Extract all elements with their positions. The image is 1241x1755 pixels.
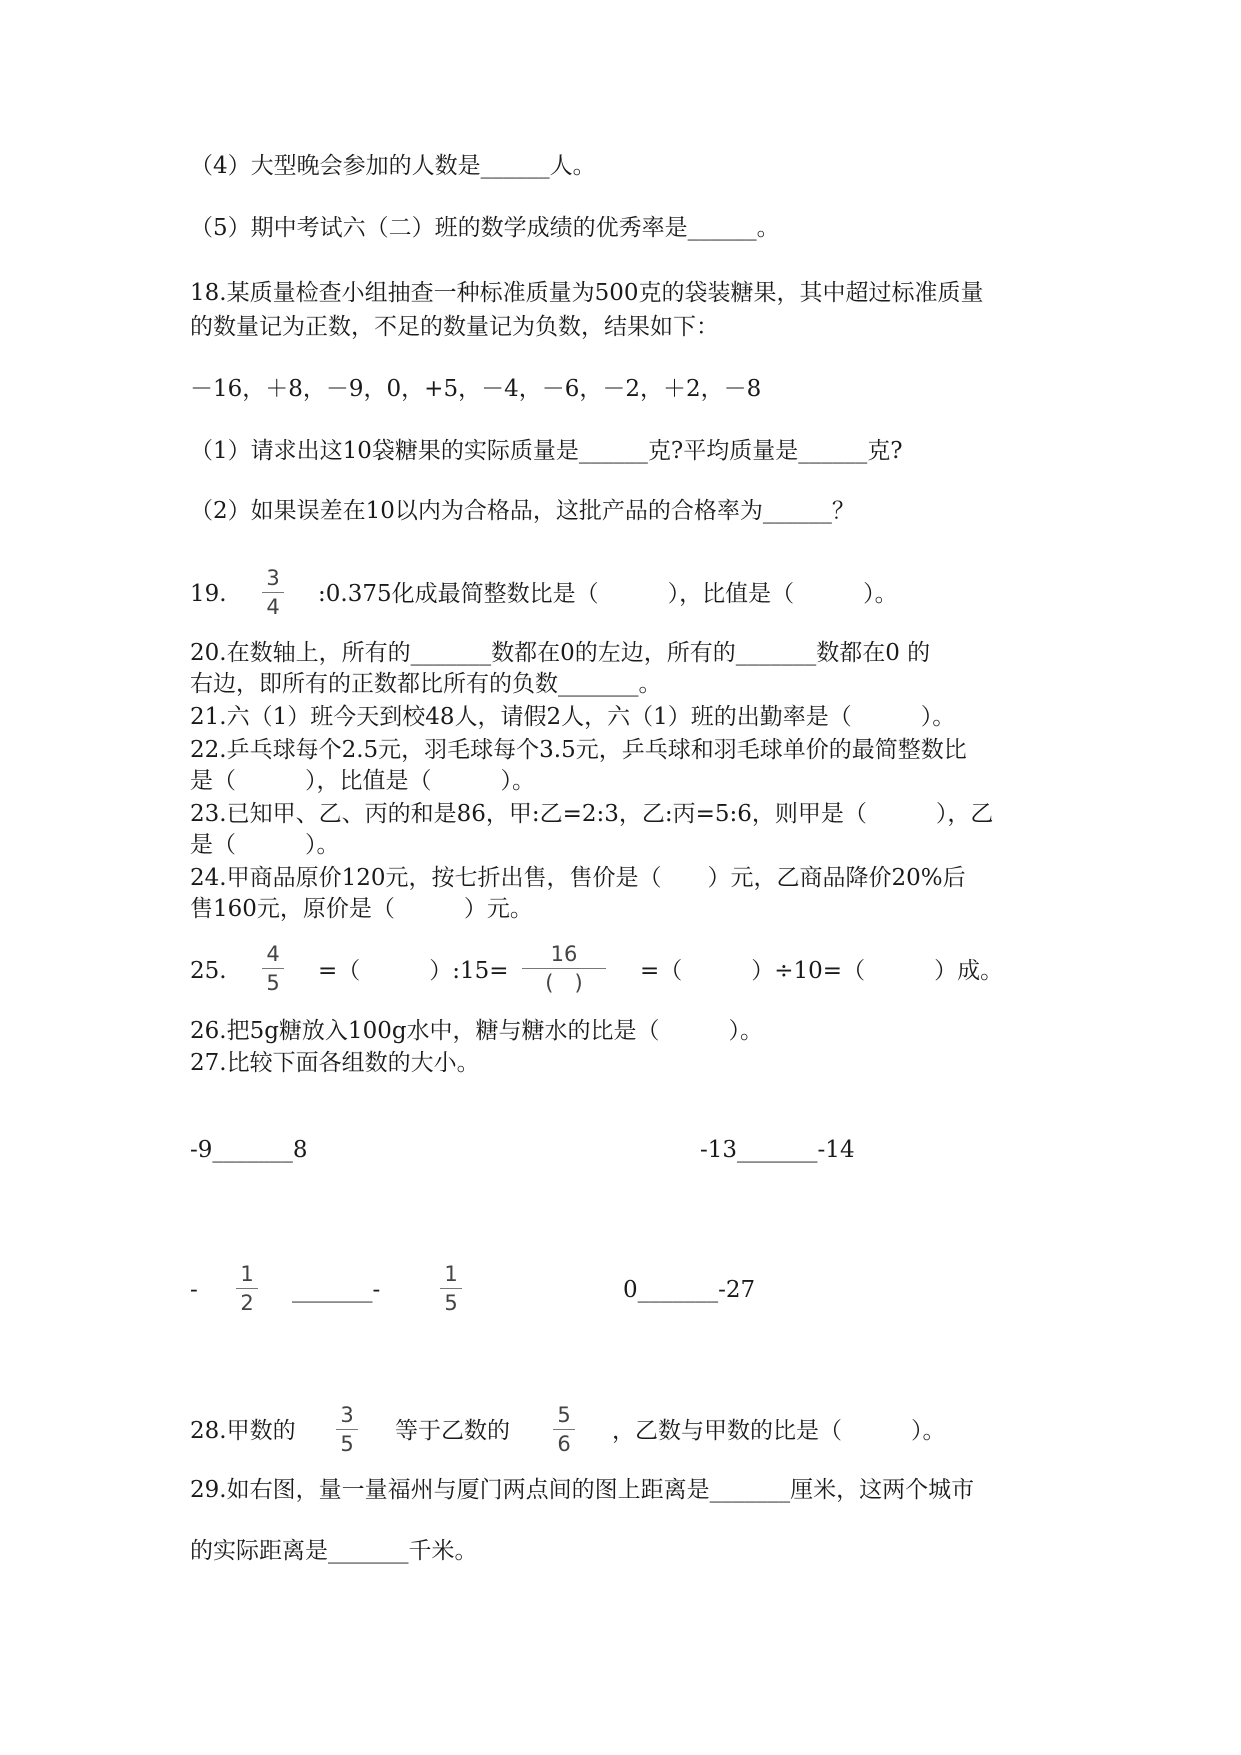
compare-3-fraction-b <box>440 1262 462 1315</box>
q28-fraction-a <box>336 1403 358 1456</box>
fraction-denominator: 6 <box>557 1432 571 1456</box>
q18-line2: 的数量记为正数，不足的数量记为负数，结果如下： <box>190 314 719 340</box>
fraction-numerator: 16 <box>550 942 578 966</box>
fraction-denominator: 5 <box>340 1432 354 1456</box>
fraction-denominator: 2 <box>240 1291 254 1315</box>
fraction-bar <box>262 592 284 593</box>
q20-line1: 20.在数轴上，所有的_______数都在0的左边，所有的_______数都在0 的 <box>190 640 931 666</box>
q29-line1: 29.如右图，量一量福州与厦门两点间的图上距离是_______厘米，这两个城市 <box>190 1477 975 1503</box>
q25-part1: =（ ）:15= <box>318 958 509 984</box>
q27: 27.比较下面各组数的大小。 <box>190 1050 480 1076</box>
q26: 26.把5g糖放入100g水中，糖与糖水的比是（ ）。 <box>190 1018 764 1044</box>
compare-3-mid: _______- <box>292 1277 381 1303</box>
compare-3-fraction-a <box>236 1262 258 1315</box>
compare-2: -13_______-14 <box>700 1137 855 1163</box>
q20-line2: 右边，即所有的正数都比所有的负数_______。 <box>190 671 662 697</box>
q23-line1: 23.已知甲、乙、丙的和是86，甲:乙=2:3，乙:丙=5:6，则甲是（ ），乙 <box>190 801 994 827</box>
q24-line1: 24.甲商品原价120元，按七折出售，售价是（ ）元，乙商品降价20%后 <box>190 865 966 891</box>
fraction-numerator: 5 <box>557 1403 571 1427</box>
compare-1: -9_______8 <box>190 1137 308 1163</box>
fraction-bar <box>522 968 606 969</box>
q28-part-b: 等于乙数的 <box>395 1418 510 1444</box>
fraction-numerator: 1 <box>444 1262 458 1286</box>
fraction-bar <box>553 1429 575 1430</box>
q25-fraction-b <box>522 942 606 995</box>
compare-3-minus: - <box>190 1277 198 1303</box>
fraction-denominator: 4 <box>266 595 280 619</box>
q29-line2: 的实际距离是_______千米。 <box>190 1538 478 1564</box>
q28-part-c: ，乙数与甲数的比是（ ）。 <box>612 1418 946 1444</box>
fraction-denominator: 5 <box>444 1291 458 1315</box>
fraction-bar <box>236 1288 258 1289</box>
fraction-denominator: ( ) <box>545 971 583 995</box>
fraction-numerator: 1 <box>240 1262 254 1286</box>
q28-fraction-b <box>553 1403 575 1456</box>
fraction-numerator: 3 <box>266 566 280 590</box>
fraction-bar <box>440 1288 462 1289</box>
q19-number: 19. <box>190 581 227 607</box>
fraction-numerator: 3 <box>340 1403 354 1427</box>
q17-item4: （4）大型晚会参加的人数是______人。 <box>190 153 596 179</box>
compare-4: 0_______-27 <box>623 1277 756 1303</box>
q23-line2: 是（ ）。 <box>190 832 340 858</box>
q25-fraction-a <box>262 942 284 995</box>
q22-line2: 是（ ），比值是（ ）。 <box>190 768 535 794</box>
q22-line1: 22.乒乓球每个2.5元，羽毛球每个3.5元，乒乓球和羽毛球单价的最简整数比 <box>190 737 967 763</box>
q19-text: :0.375化成最简整数比是（ ），比值是（ ）。 <box>318 581 898 607</box>
q28-part-a: 28.甲数的 <box>190 1418 296 1444</box>
q18-data: －16，＋8，－9，0，+5，－4，－6，－2，＋2，－8 <box>190 376 762 402</box>
q24-line2: 售160元，原价是（ ）元。 <box>190 896 533 922</box>
fraction-numerator: 4 <box>266 942 280 966</box>
q21: 21.六（1）班今天到校48人，请假2人，六（1）班的出勤率是（ ）。 <box>190 704 956 730</box>
fraction-bar <box>262 968 284 969</box>
q18-sub2: （2）如果误差在10以内为合格品，这批产品的合格率为______？ <box>190 498 855 524</box>
q18-line1: 18.某质量检查小组抽查一种标准质量为500克的袋装糖果，其中超过标准质量 <box>190 280 984 306</box>
q17-item5: （5）期中考试六（二）班的数学成绩的优秀率是______。 <box>190 215 780 241</box>
q25-number: 25. <box>190 958 227 984</box>
q25-part2: =（ ）÷10=（ ）成。 <box>640 958 1004 984</box>
q18-sub1: （1）请求出这10袋糖果的实际质量是______克?平均质量是______克? <box>190 438 903 464</box>
q19-fraction <box>262 566 284 619</box>
fraction-bar <box>336 1429 358 1430</box>
fraction-denominator: 5 <box>266 971 280 995</box>
